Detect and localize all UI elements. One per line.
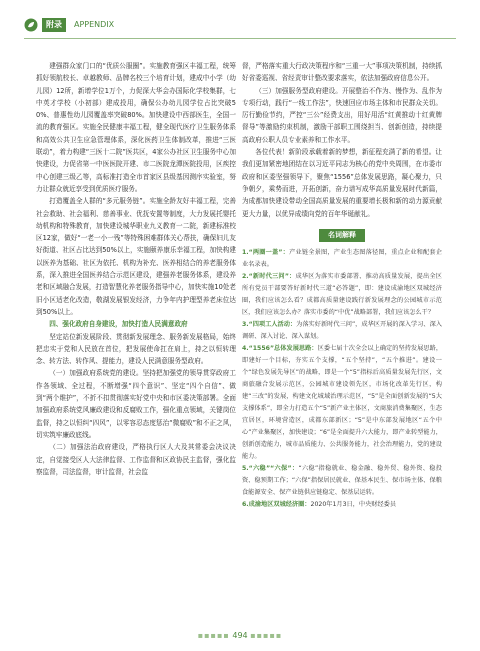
page-header (24, 16, 456, 36)
leaf-logo-icon (24, 18, 38, 32)
glossary-term: 1.“两圈一盖”： (242, 248, 290, 256)
page-footer (0, 630, 480, 642)
body-paragraph: 打造覆盖全人群的“多元服务链”。实施全龄友好丰福工程，完善社会救助、社会福利、慈善事业、优抚安置等制度，大力发展托婴托幼机构和特殊教育，加快建设城华职业九义教育一二院，新建标准校区12家，做好“一老一小一残”等特殊困难群体关心帮扶，确保妇儿友好街道、社区占比达到50%以上，实施颐养康乐幸福工程，加快构建以医养为基础、社区为依托、机构为补充、医养相结合的养老服务体系，深入推进全国医养结合示范区建设，建强养老服务体系，建设养老和区域融合发展，打造智慧化养老服务指导中心，加快实施10处老旧小区适老化改造，敬湖发展银发经济，力争年内护理型养老床位达到50%以上。 (36, 197, 236, 316)
body-paragraph: 建强群众家门口的“优质公服圈”。实施教育强区丰福工程，统筹抓好领航校长、卓越教师、品牌名校三个培育计划，建成中小学（幼儿园）12所，新增学位1万个，力促深大华会办国际化学校集群，七中英才学校（小初部）建成投用，确保公办幼儿园学位占比突破50%、普惠性幼儿园覆盖率突破80%。加快建设中西部医生，全国一流的教育强区。实施全民健康丰福工程，健全现代医疗卫生服务体系和高效公共卫生应急管理体系，深化医药卫生体制改革，推进“三医联动”，着力构建“三医十二院”医共区，4家公办社区卫生服务中心加快建设，力促省第一中医医院开建、市二医院龙潭医院投用，区疾控中心创建三级乙等，高标准打造全市首家区县级基因测序实验室，努力让群众就近享受到优质医疗服务。 (36, 62, 236, 193)
glossary-definition: 2020年1月3日，中央财经委员 (310, 500, 397, 508)
glossary-term: 6.成渝地区双城经济圈： (242, 500, 311, 508)
glossary-note (242, 499, 442, 511)
body-paragraph: （二）加强法治政府建设，严格执行区人大及其常委会决议决定，自觉接受区人大法律监督、工作监督和区政协民主监督，强化监察监督，司法监督，审计监督，社会监 (36, 443, 236, 476)
body-paragraph: 坚定站位新发展阶段、贯彻新发展理念、服务新发展格局，始终把忠实于党和人民放在首位，把发展使命扛在肩上，持之以恒转理念、转方法、转作风、提能力，建设人民满意服务型政府。 (36, 332, 236, 366)
footer-ornament-left: ▪▪▪▪▪ (197, 631, 230, 640)
glossary-note (242, 319, 442, 343)
body-paragraph: （三）加强服务型政府建设。开展整治不作为、慢作为、乱作为专项行动，践行“一线工作法”，快速回应市场主体和市民群众关切。厉行勤俭节约，严控“三公”经费支出，用好用活“红黄推动十红黄牌督导”等激励约束机制，激励干部职工围绕担当、创新创造，持续提高政府公职人员专业素养和工作水平。 (242, 86, 442, 144)
footer-ornament-right: ▪▪▪▪▪ (250, 631, 283, 640)
page-number: 494 (232, 631, 248, 640)
glossary-definition: 为落实好新时代三问”，成华区开展的深入学习、深入调研、深入讨论、深入谋划。 (242, 320, 442, 340)
glossary-definition: 区委七届十次全会以上确定的坚持发展思路，即建好一个目标，夯实五个支撑，“五个坚持”，“五个推进”。建设一个“绿色发展先导区”的战略，即是一个“5”指标后高质量发展先行区，文商旅融合发展示范区，公园城市建设领先区，市场化改革先行区，构建“三改”的发展，构建文化城域治理示范区，“5”是全面创新发展的“5大支撑体系”，即全力打造五个“5”新产业主体区，文商旅消费集聚区，生态宜居区，环境营造区，成都东部新区；“5”是中东部发展地区“五个中心”产业集聚区，加快建设；“6”是全面提升六大能力，即产业转型能力，创新创造能力，城市品质能力、公共服务能力，社会治理能力，党的建设能力。 (242, 344, 442, 460)
glossary-definition: 产业链全景图，产业生态图落径图，重点企业和配套企业名录表。 (242, 248, 442, 268)
body-paragraph: 各位代表！新阶段承载着新的梦想，新征程充满了新的希望。让我们更加紧密地团结在以习近平同志为核心的党中央周围，在市委市政府和区委坚强领导下，聚焦“1556”总体发展思路，凝心聚力，只争朝夕，乘势而进，开拓创新，奋力谱写成华高质量发展时代新篇，为成都加快建设带动全国高质量发展的重要增长极和新的动力源贡献更大力量，以优异成绩向党的百年华诞献礼。 (242, 148, 442, 218)
body-paragraph: 督，严格落实重大行政决策程序和“三重一大”事项决策机制，持续抓好省委巡视、省经责审计整改要求落实，依法加强政府信息公开。 (242, 62, 442, 83)
section-heading: 四、强化政府自身建设，加快打造人民满意政府 (49, 320, 188, 329)
notes-title (242, 229, 442, 242)
glossary-note (242, 343, 442, 463)
right-column (242, 60, 442, 511)
body-paragraph: （一）加强政府系统党的建设。坚持把加强党的领导贯穿政府工作各领域、全过程，不断增强“四个意识”、坚定“四个自信”、做到“两个维护”，不折不扣贯彻落实好党中央和市区委决策部署。全面加强政府系统党风廉政建设和反腐败工作，强化重点领域，关键岗位监督，持之以恒纠“四风”，以零容忍态度惩治“微腐败”和不正之风，切实筑牢廉政底线。 (36, 369, 236, 439)
appendix-title: APPENDIX (74, 20, 115, 29)
glossary-note (242, 463, 442, 499)
glossary-term: 5.“六稳”“六保”： (242, 464, 299, 472)
appendix-tag: 附录 (42, 18, 66, 32)
glossary-term: 4.“1556”总体发展思路： (242, 344, 318, 352)
left-column (36, 60, 236, 478)
glossary-term: 3.“四项工人活动： (242, 320, 297, 328)
header-divider (24, 38, 456, 39)
glossary-definition: 成华区为落实市委部署、推动高质量发展，提出全区所有党员干部要答好新时代三道“必答题”，即：建设成渝地区双城经济圈，我们应该怎么看？成都高质量建设践行新发展理念的公园城市示范区，我们应该怎么办？落实市委的“中优”战略部署，我们应该怎么干？ (242, 272, 442, 316)
glossary-note (242, 271, 442, 319)
glossary-note (242, 247, 442, 271)
notes-title-label: 名词解释 (319, 229, 365, 242)
glossary-term: 2.“新时代三问”： (242, 272, 296, 280)
glossary-definition: “六稳”指稳就业、稳金融、稳外贸、稳外资、稳投资、稳预期工作；“六保”指保居民就业、保基本民生、保市场主体、保粮食能源安全、保产业链供应链稳定、保基层运转。 (242, 464, 442, 496)
